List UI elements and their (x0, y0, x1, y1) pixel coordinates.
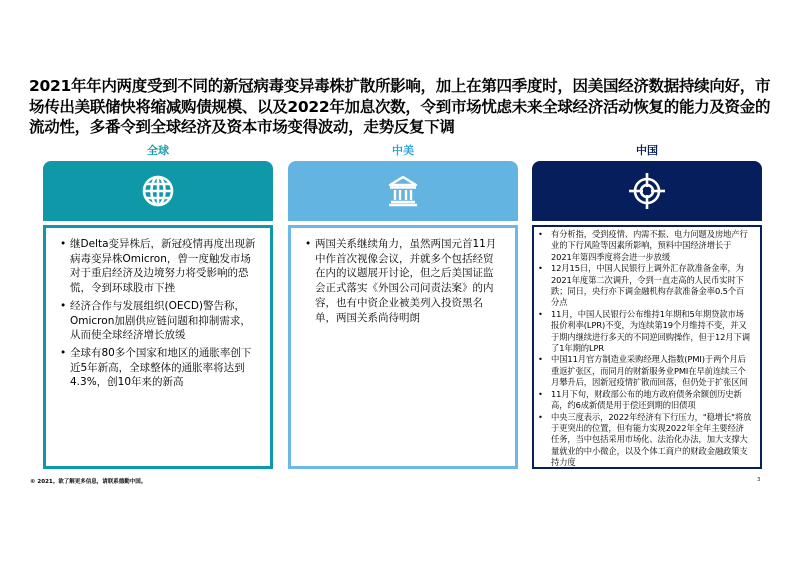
bullet-item: • 中国11月官方制造业采购经理人指数(PMI)于两个月后重返扩张区，而同月的财新服务业PMI在早前连续三个月攀升后，因新冠疫情扩散而回落，但仍处于扩张区间 (551, 354, 752, 388)
column-body (43, 225, 273, 469)
target-crosshair-icon (627, 171, 667, 211)
bullet-list (551, 229, 752, 469)
column-title: 中国 (636, 144, 658, 157)
bullet-item: • 有分析指，受到疫情、内需不振、电力问题及房地产行业的下行风险等因素所影响，预料中国经济增长于2021年第四季度将会进一步放缓 (551, 229, 752, 263)
column-global (43, 143, 273, 469)
bullet-item: • 全球有80多个国家和地区的通胀率创下近5年新高，全球整体的通胀率将达到4.3%，创10年来的新高 (70, 346, 260, 390)
bullet-item: • 两国关系继续角力，虽然两国元首11月中作首次视像会议，并就多个包括经贸在内的议题展开讨论，但之后美国证监会正式落实《外国公司问责法案》的内容，也有中资企业被美列入投资黑名单，两国关系尚待明朗 (315, 237, 503, 325)
column-title: 中美 (392, 144, 414, 157)
bullet-list (70, 237, 260, 390)
page-number: 3 (757, 477, 761, 483)
column-header-banner (43, 161, 273, 221)
column-body (288, 225, 518, 469)
page-headline: 2021年年内两度受到不同的新冠病毒变异毒株扩散所影响，加上在第四季度时，因美国经济数据持续向好，市场传出美联储快将缩减购债规模、以及2022年加息次数，令到市场忧虑未来全球经济活动恢复的能力及资金的流动性，多番令到全球经济及资本市场变得波动，走势反复下调 (29, 77, 771, 136)
bullet-item: • 继Delta变异株后，新冠疫情再度出现新病毒变异株Omicron，曾一度触发市场对于重启经济及边境努力将受影响的恐慌，令到环球股市下挫 (70, 237, 260, 296)
bullet-item: • 12月15日，中国人民银行上调外汇存款准备金率，为2021年度第二次调升，令到一直走高的人民币实时下跌；同日，央行亦下调金融机构存款准备金率0.5个百分点 (551, 263, 752, 309)
footer-copyright: © 2021。欲了解更多信息，请联系德勤中国。 (30, 479, 147, 485)
column-china-us (288, 143, 518, 469)
bullet-list (315, 237, 503, 325)
bullet-item: • 11月下旬，财政部公布的地方政府债务余额创历史新高，约6成新债是用于偿还到期的旧债项 (551, 389, 752, 412)
bullet-item: • 经济合作与发展组织(OECD)警告称，Omicron加剧供应链问题和抑制需求，从而使全球经济增长放缓 (70, 299, 260, 343)
globe-icon (141, 174, 175, 208)
column-title: 全球 (147, 144, 169, 157)
bank-building-icon (386, 174, 420, 208)
column-header-banner (288, 161, 518, 221)
column-china (532, 143, 762, 469)
bullet-item: • 11月，中国人民银行公布维持1年期和5年期贷款市场报价利率(LPR)不变，为连续第19个月维持不变，并又于期内继续进行多天的不同逆回购操作，但于12月下调了1年期的LPR (551, 309, 752, 355)
column-header-banner (532, 161, 762, 221)
column-body (532, 225, 762, 469)
bullet-item: • 中央三度表示，2022年经济有下行压力，"稳增长"将放于更突出的位置，但有能力实现2022年全年主要经济任务，当中包括采用市场化、法治化办法，加大支撑大量就业的中小微企，以及个体工商户的财政金融政策支持力度 (551, 412, 752, 469)
